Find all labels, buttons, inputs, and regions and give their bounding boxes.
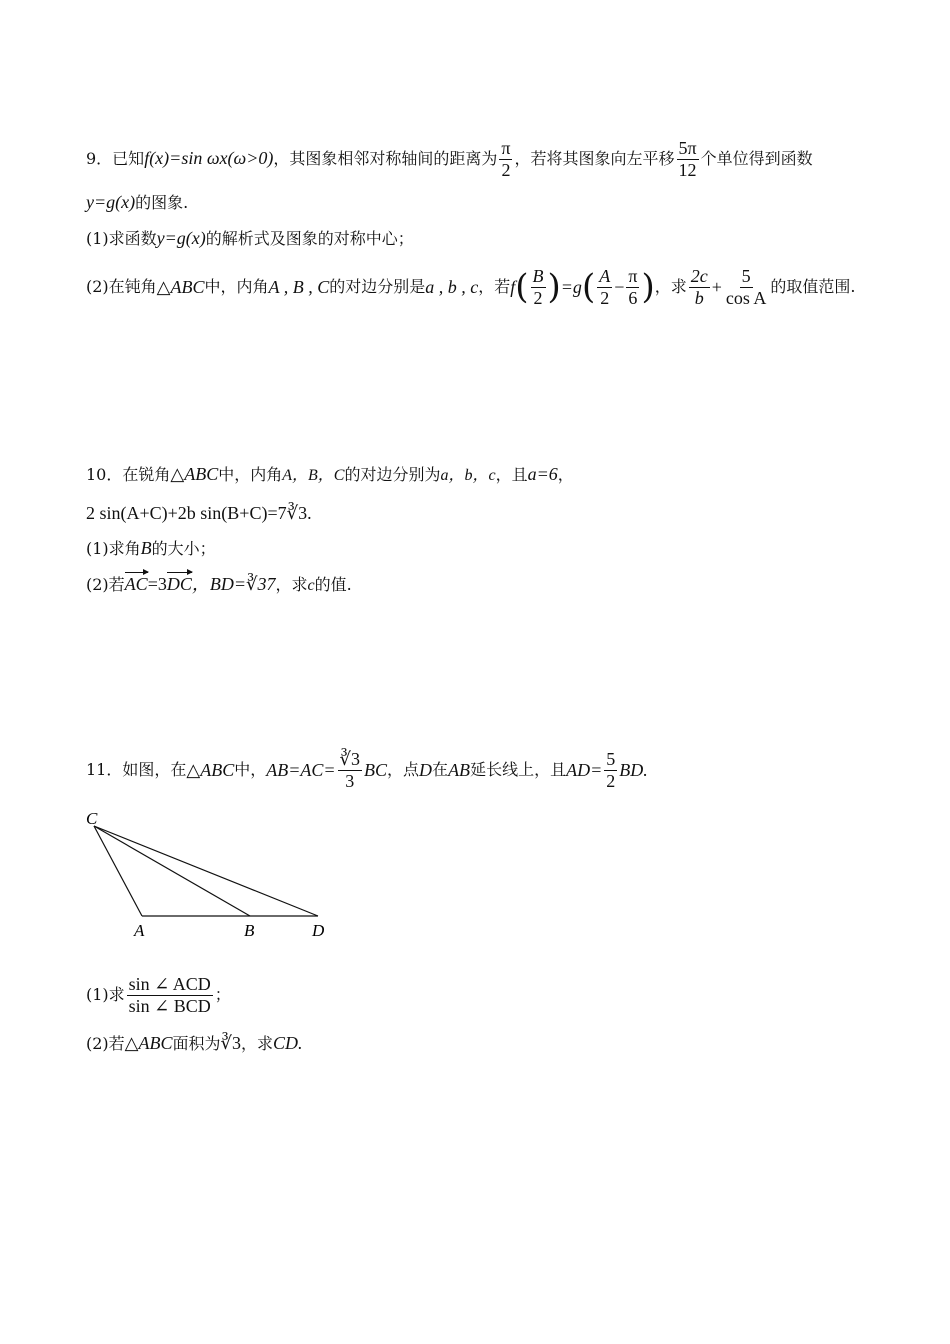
q9-number: 9．已知 [86, 149, 145, 168]
frac-num: 5 [741, 265, 751, 286]
q10-part2-label: (2)若 [86, 575, 125, 594]
q10-part1-text: 的大小； [151, 539, 216, 558]
q11-sqrt3-over-3 [338, 749, 362, 792]
q9-pi-over-6 [626, 266, 639, 309]
q10-text: ，且 [495, 465, 528, 484]
frac-den: sin ∠ BCD [128, 995, 211, 1016]
q9-part2-label: (2)在钝角 [86, 277, 157, 296]
q10-number: 10．在锐角 [86, 465, 171, 484]
paren: ( [515, 267, 529, 307]
q11-bd: BD. [619, 760, 648, 780]
q10-equation [86, 503, 312, 524]
q9-part1-g: y=g(x) [156, 228, 206, 248]
q11-point-D: D [419, 760, 433, 780]
q9-part1-label: (1)求函数 [86, 229, 157, 248]
frac-num: 2c [690, 265, 708, 286]
q9-part1 [86, 228, 414, 249]
q11-triangle: △ABC [124, 1033, 173, 1053]
triangle-figure [80, 806, 340, 946]
q9-f: f [510, 277, 516, 297]
q10-angles: A，B，C [282, 467, 345, 484]
q10-part1 [86, 538, 216, 559]
q9-g-expr: y=g(x) [86, 192, 136, 212]
frac-num: sin ∠ ACD [128, 973, 211, 994]
frac-den: 12 [678, 160, 697, 180]
q9-a-over-2 [597, 266, 612, 309]
q10-stem [86, 464, 574, 486]
q11-number: 11．如图，在 [86, 760, 187, 779]
q9-5-over-cosA [724, 266, 769, 309]
frac-num: 5 [606, 748, 616, 769]
paren: ( [581, 267, 596, 307]
q10-eq-line: 2 sin(A+C)+2b sin(B+C)=7∛3. [86, 503, 312, 523]
q9-part1-text: 的解析式及图象的对称中心； [205, 229, 414, 248]
q9-sides: a , b , c [425, 277, 479, 297]
q11-area: ∛3 [220, 1033, 242, 1053]
q11-AB: AB [448, 760, 471, 780]
q11-stem [86, 748, 648, 792]
label-A: A [134, 921, 145, 940]
frac-num: B [532, 265, 544, 286]
q10-text: ，求 [275, 575, 308, 594]
frac-num: π [628, 265, 638, 286]
q9-text: ，若 [478, 277, 511, 296]
frac-den: 2 [600, 287, 610, 308]
q11-ad-eq: AD= [566, 760, 603, 780]
q9-stem-cont [86, 192, 188, 213]
q11-text: ，点 [387, 760, 420, 779]
q9-text: ，求 [654, 277, 687, 296]
segment-CD [94, 826, 318, 916]
vector-AC: AC [124, 574, 148, 594]
q9-text: 的图象. [135, 193, 189, 212]
q10-bd: ，BD=∛37 [191, 574, 276, 594]
q9-eq-g: =g [560, 277, 582, 297]
q10-a-eq: a=6 [527, 464, 558, 484]
frac-den: cos A [725, 287, 767, 308]
label-D: D [312, 921, 325, 940]
q9-shift-fraction [677, 138, 699, 181]
minus: − [614, 277, 625, 297]
q9-stem [86, 138, 813, 181]
q11-sine-ratio [127, 974, 213, 1017]
q10-eq-3: =3 [147, 574, 167, 594]
frac-num: A [599, 265, 611, 286]
q10-text: 中，内角 [218, 465, 283, 484]
paren: ) [547, 267, 561, 307]
q10-part2 [86, 574, 352, 596]
q9-text: ，其图象相邻对称轴间的距离为 [273, 149, 498, 168]
q9-text: 的对边分别是 [329, 277, 426, 296]
label-C: C [86, 809, 98, 828]
q11-part2-label: (2)若 [86, 1034, 125, 1053]
q11-ab-eq: AB=AC= [266, 760, 336, 780]
q11-text: ，求 [241, 1034, 274, 1053]
q11-part1 [86, 972, 231, 1018]
frac-den: b [694, 287, 704, 308]
q9-text: 中，内角 [204, 277, 269, 296]
q9-angles: A , B , C [268, 277, 330, 297]
q10-sides: a，b，c [440, 467, 496, 484]
q10-part1-label: (1)求角 [86, 539, 141, 558]
q9-text: 的取值范围. [770, 277, 856, 296]
q11-part1-label: (1)求 [86, 985, 125, 1004]
frac-num: ∛3 [339, 748, 361, 769]
vector-DC: DC [166, 574, 192, 594]
plus: + [711, 277, 722, 297]
q10-text: 的对边分别为 [344, 465, 441, 484]
q10-angle-B: B [140, 538, 152, 558]
q11-triangle: △ABC [186, 760, 235, 780]
q11-cd: CD. [273, 1033, 303, 1053]
q11-text: 延长线上，且 [470, 760, 567, 779]
q10-text: ， [557, 465, 574, 484]
q9-text: 个单位得到函数 [700, 149, 813, 168]
q10-text: 的值. [314, 575, 352, 594]
q9-text: ，若将其图象向左平移 [514, 149, 675, 168]
q11-text: 中， [234, 760, 267, 779]
q9-pi-over-2 [499, 138, 512, 181]
q9-b-over-2 [531, 266, 546, 309]
q9-2c-over-b [689, 266, 710, 309]
q10-c: c [307, 577, 315, 594]
q11-bc: BC [364, 760, 388, 780]
frac-den: 6 [628, 287, 638, 308]
label-B: B [244, 921, 255, 940]
frac-den: 2 [533, 287, 543, 308]
frac-num: 5π [678, 138, 697, 158]
q10-triangle: △ABC [170, 464, 219, 484]
q11-text: 在 [432, 760, 449, 779]
q11-text: 面积为 [172, 1034, 221, 1053]
paren: ) [641, 267, 655, 307]
q11-part2 [86, 1033, 303, 1054]
q9-part2 [86, 265, 855, 309]
frac-num: π [501, 138, 511, 158]
frac-den: 3 [345, 770, 355, 791]
q9-f-expr: f(x)=sin ωx(ω>0) [144, 148, 274, 168]
q9-triangle: △ABC [156, 277, 205, 297]
q11-5-over-2 [604, 749, 617, 792]
frac-den: 2 [606, 770, 616, 791]
q11-text: ； [214, 985, 231, 1004]
frac-den: 2 [501, 160, 511, 180]
